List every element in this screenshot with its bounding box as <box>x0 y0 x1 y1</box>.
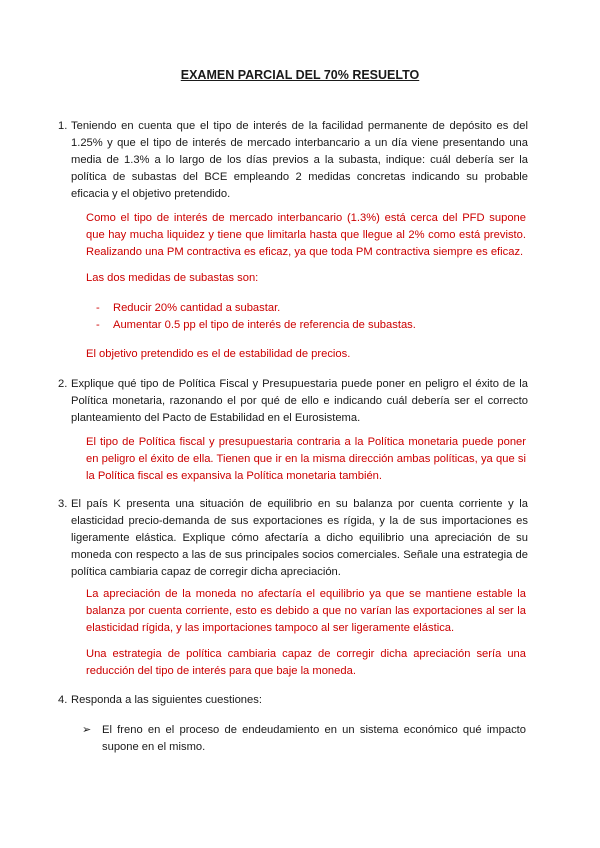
page-title: EXAMEN PARCIAL DEL 70% RESUELTO <box>180 68 420 82</box>
question-text: El país K presenta una situación de equilibrio en su balanza por cuenta corriente y la elasticidad precio-demanda de sus exportaciones es rígida, y la de sus importaciones es ligeramente elástica. Explique cómo afectaría a dicho equilibrio una apreciación de su moneda con respecto a las de sus principales socios comerciales. Señale una estrategia de política cambiaria capaz de corregir dicha apreciación. <box>71 498 528 578</box>
sub-question-text: El freno en el proceso de endeudamiento en un sistema económico qué impacto supone en el mismo. <box>102 724 526 753</box>
question-1 <box>58 118 528 203</box>
question-number: 4. <box>58 694 68 706</box>
list-item: - Aumentar 0.5 pp el tipo de interés de referencia de subastas. <box>96 319 416 331</box>
question-2 <box>58 376 528 427</box>
answer-1-paragraph-1: Como el tipo de interés de mercado interbancario (1.3%) está cerca del PFD supone que hay mucha liquidez y tiene que limitarla hasta que llegue al 2% como está previsto. Realizando una PM contractiva es eficaz, ya que toda PM contractiva siempre es eficaz. <box>86 212 526 258</box>
question-number: 1. <box>58 120 68 132</box>
sub-question-1 <box>82 722 526 756</box>
answer-3-paragraph-1: La apreciación de la moneda no afectaría el equilibrio ya que se mantiene estable la balanza por cuenta corriente, esto es debido a que no varían las exportaciones al ser la elasticidad rígida, y las importaciones tampoco al ser ligeramente elástica. <box>86 588 526 634</box>
answer-1-paragraph-3: El objetivo pretendido es el de estabilidad de precios. <box>86 348 351 360</box>
question-3 <box>58 496 528 581</box>
question-4 <box>58 692 528 709</box>
measures-list <box>96 300 516 334</box>
answer-1-paragraph-2: Las dos medidas de subastas son: <box>86 272 259 284</box>
answer-2: El tipo de Política fiscal y presupuestaria contraria a la Política monetaria puede poner en peligro el éxito de ella. Tienen que ir en la misma dirección ambas políticas, ya que si la Política fiscal es expansiva la Política monetaria también. <box>86 436 526 482</box>
question-text: Responda a las siguientes cuestiones: <box>71 694 262 706</box>
list-item: - Reducir 20% cantidad a subastar. <box>96 302 281 314</box>
question-number: 3. <box>58 498 68 510</box>
arrow-bullet-icon: ➢ <box>82 724 92 736</box>
question-text: Teniendo en cuenta que el tipo de interés de la facilidad permanente de depósito es del 1.25% y que el tipo de interés de mercado interbancario a un día viene presentando una media de 1.3% a lo largo de los días previos a la subasta, indique: cuál debería ser la política de subastas del BCE empleando 2 medidas concretas indicando su probable eficacia y el objetivo pretendido. <box>71 120 528 200</box>
question-number: 2. <box>58 378 68 390</box>
question-text: Explique qué tipo de Política Fiscal y Presupuestaria puede poner en peligro el éxito de la Política monetaria, razonando el por qué de ello e indicando cuál debería ser el correcto planteamiento del Pacto de Estabilidad en el Eurosistema. <box>71 378 528 424</box>
answer-3-paragraph-2: Una estrategia de política cambiaria capaz de corregir dicha apreciación sería una reducción del tipo de interés para que baje la moneda. <box>86 648 526 677</box>
